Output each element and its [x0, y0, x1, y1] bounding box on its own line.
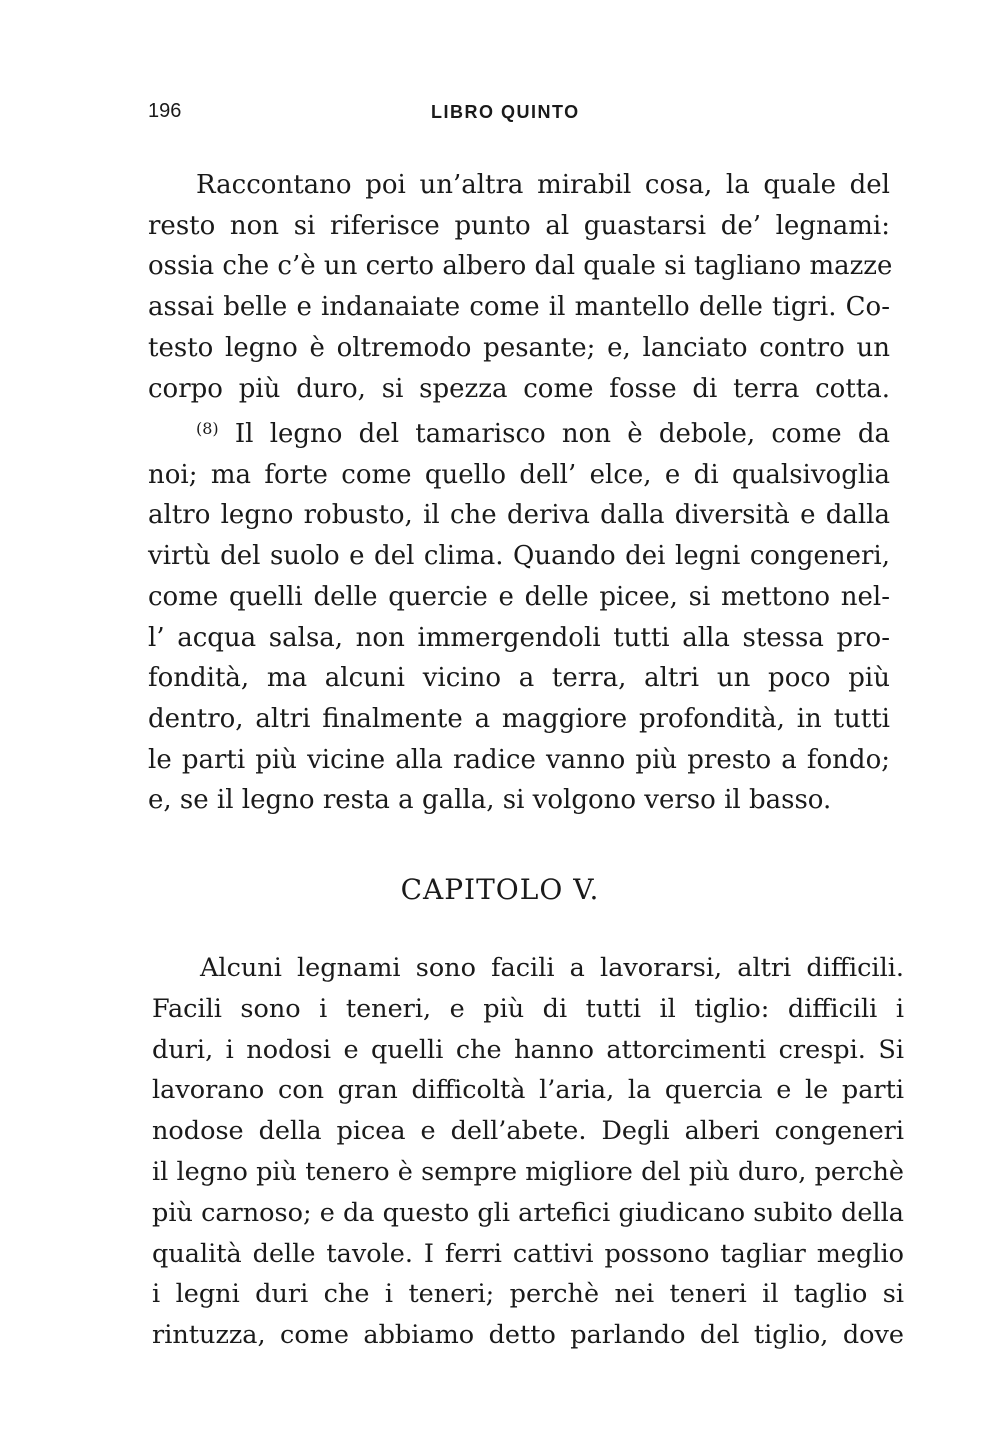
- text-line: ossia che c’è un certo albero dal quale si tagliano mazze: [148, 251, 893, 282]
- chapter-paragraph: [152, 948, 904, 1356]
- text-line: i legni duri che i teneri; perchè nei teneri il taglio si: [152, 1279, 904, 1310]
- page-header: [148, 100, 888, 130]
- text-line: qualità delle tavole. I ferri cattivi possono tagliar meglio: [152, 1238, 904, 1269]
- text-line: fondità, ma alcuni vicino a terra, altri un poco più: [148, 663, 890, 694]
- note-reference: (8): [196, 419, 219, 438]
- text-line: resto non si riferisce punto al guastarsi de’ legnami:: [148, 210, 890, 241]
- paragraph-1: [148, 165, 893, 409]
- text-line: dentro, altri finalmente a maggiore profondità, in tutti: [148, 703, 890, 734]
- text-line: Facili sono i teneri, e più di tutti il tiglio: difficili i: [152, 993, 904, 1024]
- text-line: l’ acqua salsa, non immergendoli tutti alla stessa pro-: [148, 622, 890, 653]
- text-line: rintuzza, come abbiamo detto parlando del tiglio, dove: [152, 1320, 904, 1351]
- text-line: noi; ma forte come quello dell’ elce, e di qualsivoglia: [148, 459, 890, 490]
- text-line-content: Il legno del tamarisco non è debole, come da: [234, 419, 890, 449]
- text-line: il legno più tenero è sempre migliore del più duro, perchè: [152, 1156, 904, 1187]
- text-line: corpo più duro, si spezza come fosse di terra cotta.: [148, 373, 890, 404]
- text-line: lavorano con gran difficoltà l’aria, la quercia e le parti: [152, 1075, 904, 1106]
- text-line: duri, i nodosi e quelli che hanno attorcimenti crespi. Si: [152, 1034, 904, 1065]
- text-line: [148, 409, 890, 455]
- text-line: e, se il legno resta a galla, si volgono verso il basso.: [148, 785, 832, 816]
- running-title: LIBRO QUINTO: [431, 102, 580, 122]
- paragraph-2: [148, 409, 890, 821]
- text-line: Alcuni legnami sono facili a lavorarsi, altri difficili.: [200, 953, 904, 983]
- text-line: come quelli delle quercie e delle picee, si mettono nel-: [148, 581, 890, 612]
- page-number: 196: [148, 100, 182, 122]
- text-line: assai belle e indanaiate come il mantello delle tigri. Co-: [148, 292, 890, 323]
- text-line: virtù del suolo e del clima. Quando dei legni congeneri,: [148, 541, 890, 572]
- text-line: le parti più vicine alla radice vanno più presto a fondo;: [148, 744, 890, 775]
- text-line: più carnoso; e da questo gli artefici giudicano subito della: [152, 1197, 904, 1228]
- text-line: nodose della picea e dell’abete. Degli alberi congeneri: [152, 1116, 904, 1147]
- text-line: testo legno è oltremodo pesante; e, lanciato contro un: [148, 332, 890, 363]
- text-line: Raccontano poi un’altra mirabil cosa, la quale del: [196, 170, 890, 200]
- chapter-heading: CAPITOLO V.: [400, 873, 600, 906]
- text-line: altro legno robusto, il che deriva dalla diversità e dalla: [148, 500, 890, 531]
